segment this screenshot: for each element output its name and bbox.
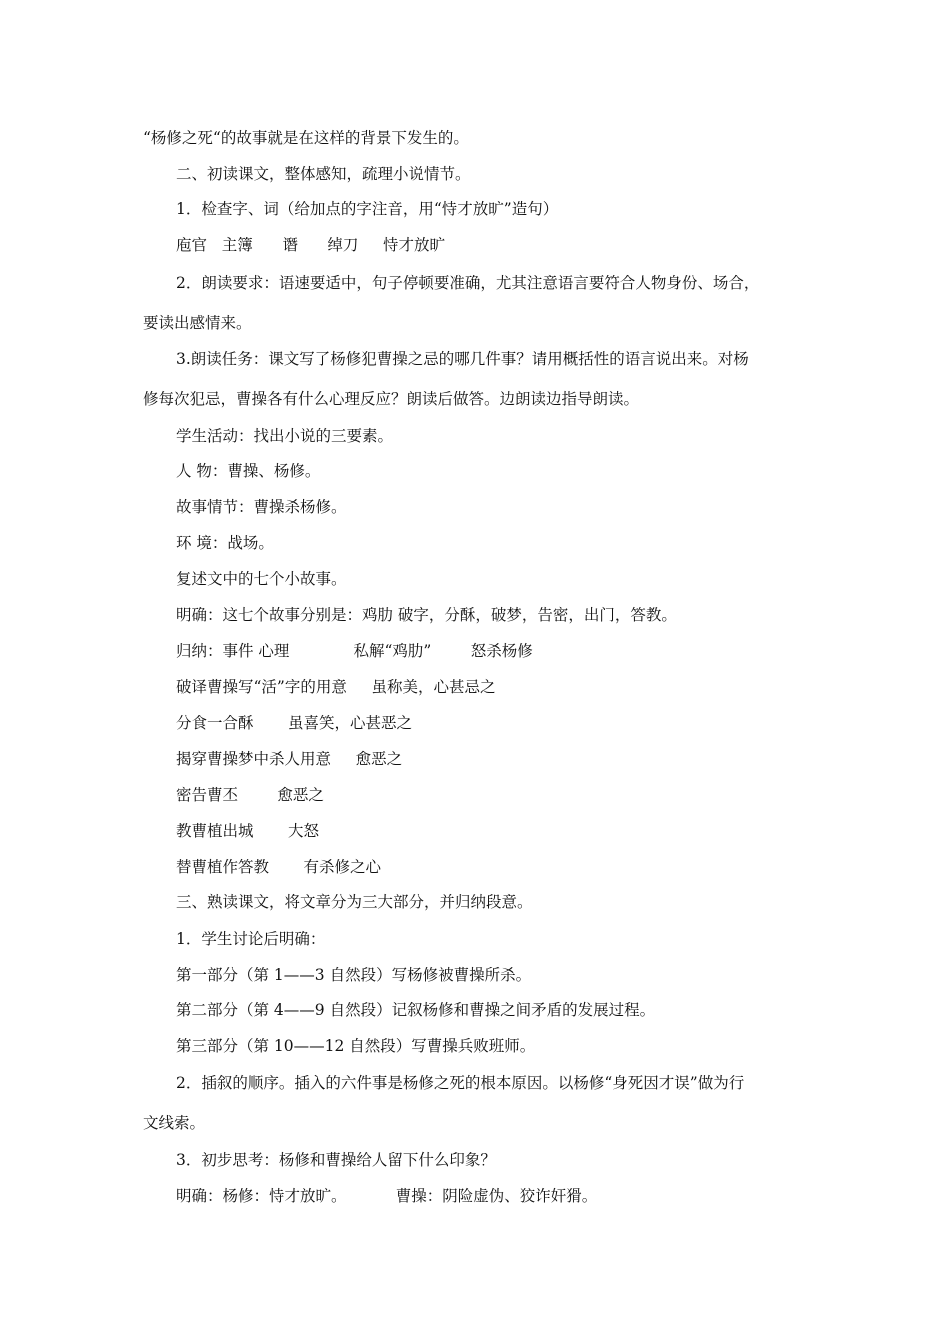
paragraph-line: 3.朗读任务：课文写了杨修犯曹操之忌的哪几件事？请用概括性的语言说出来。对杨 — [176, 350, 749, 368]
paragraph-line: 1．学生讨论后明确： — [176, 930, 326, 948]
paragraph-line: “杨修之死“的故事就是在这样的背景下发生的。 — [143, 129, 469, 147]
paragraph-line: 故事情节：曹操杀杨修。 — [176, 498, 347, 516]
section-heading: 二、初读课文，整体感知，疏理小说情节。 — [176, 165, 471, 183]
paragraph-line: 学生活动：找出小说的三要素。 — [176, 427, 394, 445]
paragraph-line: 揭穿曹操梦中杀人用意 愈恶之 — [176, 750, 403, 768]
paragraph-line: 替曹植作答教 有杀修之心 — [176, 858, 381, 876]
paragraph-line: 2．朗读要求：语速要适中，句子停顿要准确，尤其注意语言要符合人物身份、场合， — [176, 274, 760, 292]
paragraph-line: 第一部分（第 1——3 自然段）写杨修被曹操所杀。 — [176, 966, 532, 984]
paragraph-line: 教曹植出城 大怒 — [176, 822, 319, 840]
paragraph-line: 环 境：战场。 — [176, 534, 274, 552]
paragraph-line: 修每次犯忌，曹操各有什么心理反应？朗读后做答。边朗读边指导朗读。 — [143, 390, 640, 408]
paragraph-line: 2．插叙的顺序。插入的六件事是杨修之死的根本原因。以杨修“身死因才误”做为行 — [176, 1074, 745, 1092]
paragraph-line: 文线索。 — [143, 1114, 206, 1132]
paragraph-line: 人 物：曹操、杨修。 — [176, 462, 321, 480]
paragraph-line: 第三部分（第 10——12 自然段）写曹操兵败班师。 — [176, 1037, 536, 1055]
paragraph-line: 明确：杨修：恃才放旷。 曹操：阴险虚伪、狡诈奸猾。 — [176, 1187, 598, 1205]
paragraph-line: 归纳：事件 心理 私解“鸡肋” 怒杀杨修 — [176, 642, 533, 660]
paragraph-line: 分食一合酥 虽喜笑，心甚恶之 — [176, 714, 412, 732]
paragraph-line: 明确：这七个故事分别是：鸡肋 破字，分酥，破梦，告密，出门，答教。 — [176, 606, 677, 624]
paragraph-line: 1．检查字、词（给加点的字注音，用“恃才放旷”造句） — [176, 200, 559, 218]
section-heading: 三、熟读课文，将文章分为三大部分，并归纳段意。 — [176, 893, 533, 911]
paragraph-line: 复述文中的七个小故事。 — [176, 570, 347, 588]
paragraph-line: 密告曹丕 愈恶之 — [176, 786, 324, 804]
paragraph-line: 第二部分（第 4——9 自然段）记叙杨修和曹操之间矛盾的发展过程。 — [176, 1001, 656, 1019]
paragraph-line: 庖官 主簿 谮 绰刀 恃才放旷 — [176, 236, 446, 254]
paragraph-line: 要读出感情来。 — [143, 314, 252, 332]
paragraph-line: 破译曹操写“活”字的用意 虽称美，心甚忌之 — [176, 678, 496, 696]
paragraph-line: 3．初步思考：杨修和曹操给人留下什么印象？ — [176, 1151, 496, 1169]
